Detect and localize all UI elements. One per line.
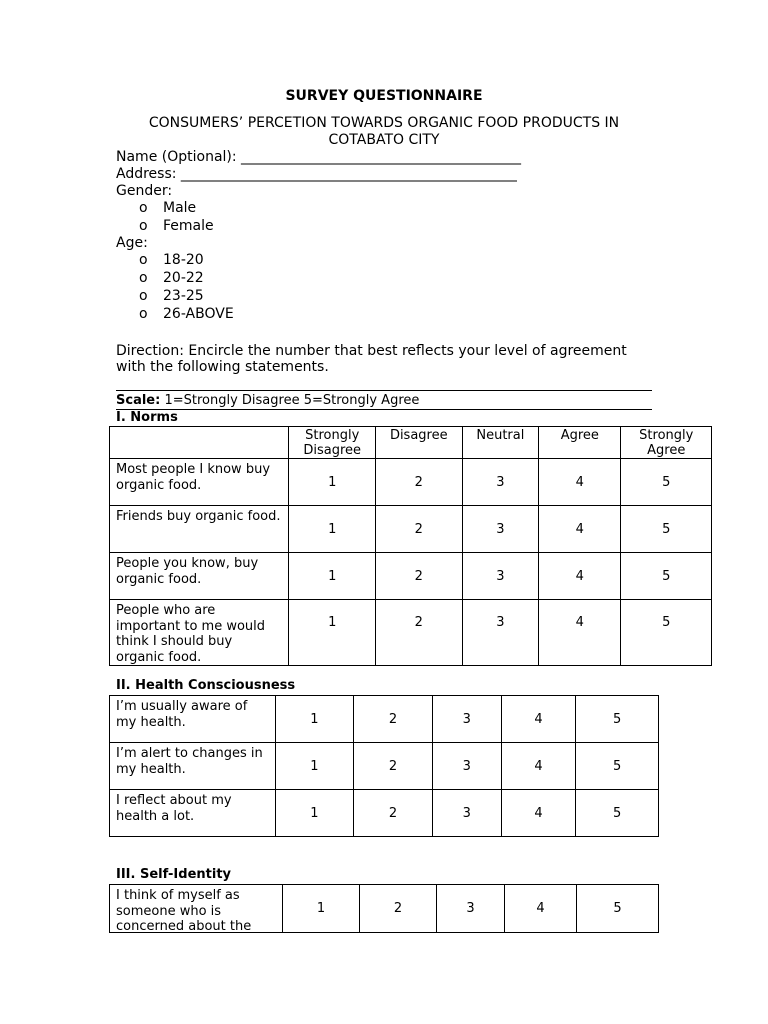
statement-cell: I’m usually aware of my health. [110,696,276,743]
rating-cell[interactable]: 5 [576,743,659,790]
header-agree: Agree [539,427,621,459]
rating-cell[interactable]: 5 [577,885,659,933]
document-subtitle: CONSUMERS’ PERCETION TOWARDS ORGANIC FOOD PRODUCTS IN COTABATO CITY [148,115,620,148]
statement-cell: Most people I know buy organic food. [110,459,289,506]
scale-line [116,393,419,408]
option-label: 26-ABOVE [163,306,234,322]
option-bullet: o [139,252,148,268]
table-row [110,696,659,743]
section-title-health: II. Health Consciousness [116,678,296,693]
direction-text: Direction: Encircle the number that best reflects your level of agreement with the following statements. [116,343,627,375]
rating-cell[interactable]: 1 [275,696,354,743]
age-option-18-20[interactable] [139,252,204,268]
table-row [110,790,659,837]
rating-cell[interactable]: 3 [462,506,539,553]
option-label: 18-20 [163,252,204,268]
option-bullet: o [139,200,148,216]
rating-cell[interactable]: 4 [501,743,576,790]
rating-cell[interactable]: 2 [354,790,433,837]
rating-cell[interactable]: 2 [376,600,463,666]
option-bullet: o [139,306,148,322]
rating-cell[interactable]: 1 [275,743,354,790]
statement-cell: Friends buy organic food. [110,506,289,553]
rating-cell[interactable]: 4 [539,600,621,666]
rating-cell[interactable]: 5 [621,459,712,506]
gender-option-male[interactable] [139,200,196,216]
statement-cell: I reflect about my health a lot. [110,790,276,837]
document-title: SURVEY QUESTIONNAIRE [285,88,483,104]
table-row [110,600,712,666]
rating-cell[interactable]: 2 [354,743,433,790]
rating-cell[interactable]: 5 [621,506,712,553]
gender-label: Gender: [116,183,173,199]
rating-cell[interactable]: 3 [432,743,501,790]
statement-cell [110,885,283,933]
header-blank-cell [110,427,289,459]
rating-cell[interactable]: 1 [275,790,354,837]
scale-text: 1=Strongly Disagree 5=Strongly Agree [160,393,420,408]
rating-cell[interactable]: 2 [354,696,433,743]
rating-cell[interactable]: 2 [376,459,463,506]
rating-cell[interactable]: 4 [539,553,621,600]
rating-cell[interactable]: 1 [289,600,376,666]
rating-cell[interactable]: 2 [376,553,463,600]
option-label: Female [163,218,214,234]
rating-cell[interactable]: 4 [501,790,576,837]
rating-cell[interactable]: 4 [501,696,576,743]
option-bullet: o [139,218,148,234]
rating-cell[interactable]: 2 [376,506,463,553]
gender-option-female[interactable] [139,218,214,234]
rating-cell[interactable]: 3 [462,600,539,666]
age-option-26-above[interactable] [139,306,234,322]
rating-cell[interactable]: 4 [539,459,621,506]
option-label: Male [163,200,197,216]
option-bullet: o [139,288,148,304]
rating-cell[interactable]: 3 [462,553,539,600]
statement-cell: People who are important to me would think I should buy organic food. [110,600,289,666]
age-option-23-25[interactable] [139,288,204,304]
section-title-self-identity: III. Self-Identity [116,867,232,882]
rating-cell[interactable]: 5 [621,553,712,600]
rating-cell[interactable]: 1 [289,506,376,553]
header-strongly-disagree: Strongly Disagree [289,427,376,459]
rating-cell[interactable]: 4 [539,506,621,553]
table-header-row [110,427,712,459]
option-label: 23-25 [163,288,204,304]
statement-cell: I’m alert to changes in my health. [110,743,276,790]
scale-top-rule [116,390,652,391]
name-field[interactable]: Name (Optional): ________________________________________ [116,149,522,165]
rating-cell[interactable]: 4 [505,885,577,933]
rating-cell[interactable]: 1 [289,459,376,506]
section-title-norms: I. Norms [116,410,178,425]
rating-cell[interactable]: 5 [576,696,659,743]
statement-cell: People you know, buy organic food. [110,553,289,600]
option-bullet: o [139,270,148,286]
scale-label: Scale: [116,393,161,408]
table-row [110,459,712,506]
header-disagree: Disagree [376,427,463,459]
rating-cell[interactable]: 5 [621,600,712,666]
rating-cell[interactable]: 3 [432,696,501,743]
scale-bottom-rule [116,409,652,410]
table-row [110,506,712,553]
rating-cell[interactable]: 5 [576,790,659,837]
table-row [110,553,712,600]
rating-cell[interactable]: 3 [437,885,505,933]
table-row [110,743,659,790]
address-field[interactable]: Address: ________________________________________________ [116,166,517,182]
header-neutral: Neutral [462,427,539,459]
table-row [110,885,659,933]
rating-cell[interactable]: 2 [360,885,437,933]
statement-text: I think of myself as someone who is concerned about the [116,888,252,932]
age-label: Age: [116,235,148,251]
header-strongly-agree: Strongly Agree [621,427,712,459]
rating-cell[interactable]: 3 [462,459,539,506]
health-table [109,695,659,837]
rating-cell[interactable]: 1 [283,885,360,933]
rating-cell[interactable]: 1 [289,553,376,600]
age-option-20-22[interactable] [139,270,204,286]
option-label: 20-22 [163,270,204,286]
rating-cell[interactable]: 3 [432,790,501,837]
self-identity-table [109,884,659,933]
norms-table [109,426,712,666]
